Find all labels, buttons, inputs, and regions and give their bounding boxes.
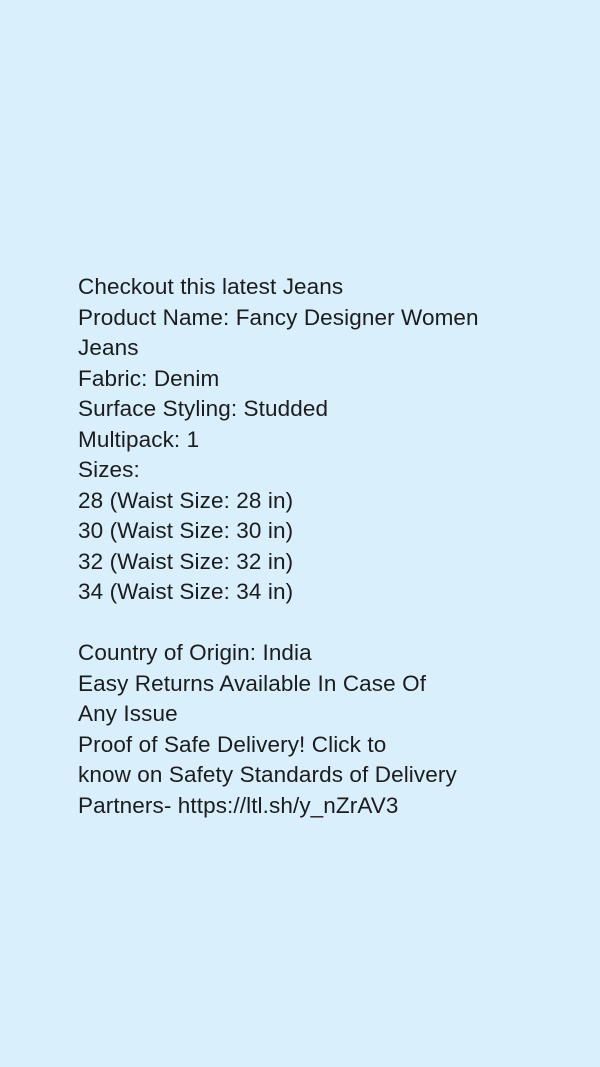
product-description-text [78,272,548,821]
description-line-size-28: 28 (Waist Size: 28 in) [78,487,294,513]
description-line-safe-delivery-cont: know on Safety Standards of Delivery [78,762,457,787]
description-line-size-30: 30 (Waist Size: 30 in) [78,518,294,543]
description-line-size-34: 34 (Waist Size: 34 in) [78,579,294,604]
description-line-heading: Checkout this latest Jeans [78,274,344,299]
description-line-easy-returns-cont: Any Issue [78,701,178,726]
description-line-multipack: Multipack: 1 [78,426,200,452]
description-line-sizes-label: Sizes: [78,457,140,482]
description-line-fabric: Fabric: Denim [78,365,220,391]
description-line-country-of-origin: Country of Origin: India [78,640,312,665]
description-line-delivery-partners-link: Partners- https://ltl.sh/y_nZrAV3 [78,792,399,818]
description-line-surface-styling: Surface Styling: Studded [78,396,329,421]
description-line-safe-delivery: Proof of Safe Delivery! Click to [78,731,387,757]
description-line-product-name-cont: Jeans [78,335,139,360]
description-line-easy-returns: Easy Returns Available In Case Of [78,670,427,696]
description-line-blank [78,608,548,639]
description-line-size-32: 32 (Waist Size: 32 in) [78,548,294,574]
description-line-product-name: Product Name: Fancy Designer Women [78,304,479,330]
